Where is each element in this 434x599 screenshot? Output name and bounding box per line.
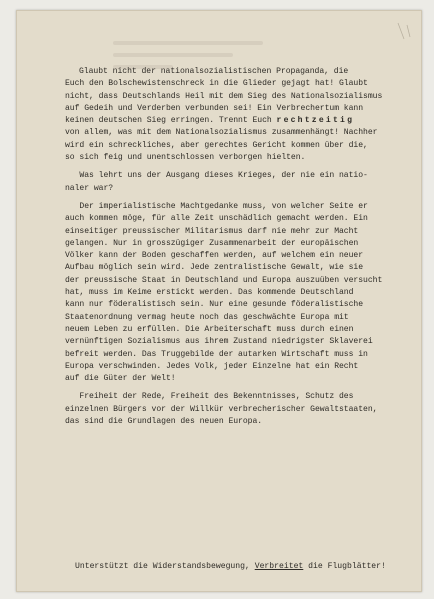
text-line: vernünftigen Sozialismus aus ihrem Zustand niedrigster Sklaverei [65,337,373,347]
text-line: naler war? [65,183,114,193]
text-line: das sind die Grundlagen des neuen Europa. [65,417,263,427]
text-line: Der imperialistische Machtgedanke muss, von welcher Seite er [65,201,368,211]
text-line: wird ein schreckliches, aber gerechtes Gericht kommen über die, [65,140,368,150]
text-line [65,115,411,127]
text-line: kann nur föderalistisch sein. Nur eine gesunde föderalistische [65,300,364,310]
text-line: Freiheit der Rede, Freiheit des Bekenntnisses, Schutz des [65,392,354,402]
closing-text-pre: Unterstützt die Widerstandsbewegung, [75,562,255,571]
closing-text-underlined: Verbreitet [254,562,304,571]
leaflet-body [65,66,411,428]
paragraph-4 [65,391,411,428]
text-line: Völker kann der Boden geschaffen werden, auf welchem ein neuer [65,251,364,261]
text-line: gelangen. Nur in grosszügiger Zusammenarbeit der europäischen [65,238,359,248]
text-line: befreit werden. Das Truggebilde der autarken Wirtschaft muss in [65,349,368,359]
closing-text-post: die Flugblätter! [303,562,386,571]
text-line: hat, muss im Keime erstickt werden. Das kommende Deutschland [65,288,354,298]
text-line: Glaubt nicht der nationalsozialistischen Propaganda, die [79,67,349,76]
text-line: von allem, was mit dem Nationalsozialismus zusammenhängt! Nachher [65,128,378,138]
text-line: nicht, dass Deutschlands Heil mit dem Sieg des Nationalsozialismus [65,91,383,101]
closing-call [75,562,386,571]
text-line: einseitiger preussischer Militarismus darf nie mehr zur Macht [65,226,359,236]
text-line: so sich feig und unentschlossen verborgen hielten. [65,153,306,163]
text-line: auf die Güter der Welt! [65,374,176,384]
text-line: neuem Leben zu erfüllen. Die Arbeiterschaft muss durch einen [65,324,354,334]
text-line: auch kommen möge, für alle Zeit unschädlich gemacht werden. Ein [65,214,368,224]
document-page [16,10,422,592]
paragraph-2 [65,170,411,195]
text-line: Staatenordnung vermag heute noch das geschwächte Europa mit [65,312,349,322]
paragraph-3 [65,201,411,385]
text-line: Was lehrt uns der Ausgang dieses Krieges, der nie ein natio- [65,171,368,181]
pencil-mark-icon [395,21,413,43]
text-line: Europa verschwinden. Jedes Volk, jeder Einzelne hat ein Recht [65,361,359,371]
text-line: der preussische Staat in Deutschland und Europa auszuüben versucht [65,275,383,285]
text-line: Euch den Bolschewistenschreck in die Glieder gejagt hat! Glaubt [65,79,368,89]
text-line: auf Gedeih und Verderben verbunden sei! Ein Verbrechertum kann [65,103,364,113]
text-line: einzelnen Bürgers vor der Willkür verbrecherischer Gewaltstaaten, [65,404,378,414]
text-fragment: keinen deutschen Sieg erringen. Trennt Euch [65,116,277,126]
paragraph-1 [65,66,411,164]
text-line: Aufbau möglich sein wird. Jede zentralistische Gewalt, wie sie [65,263,364,273]
spaced-emphasis: rechtzeitig [276,116,355,126]
